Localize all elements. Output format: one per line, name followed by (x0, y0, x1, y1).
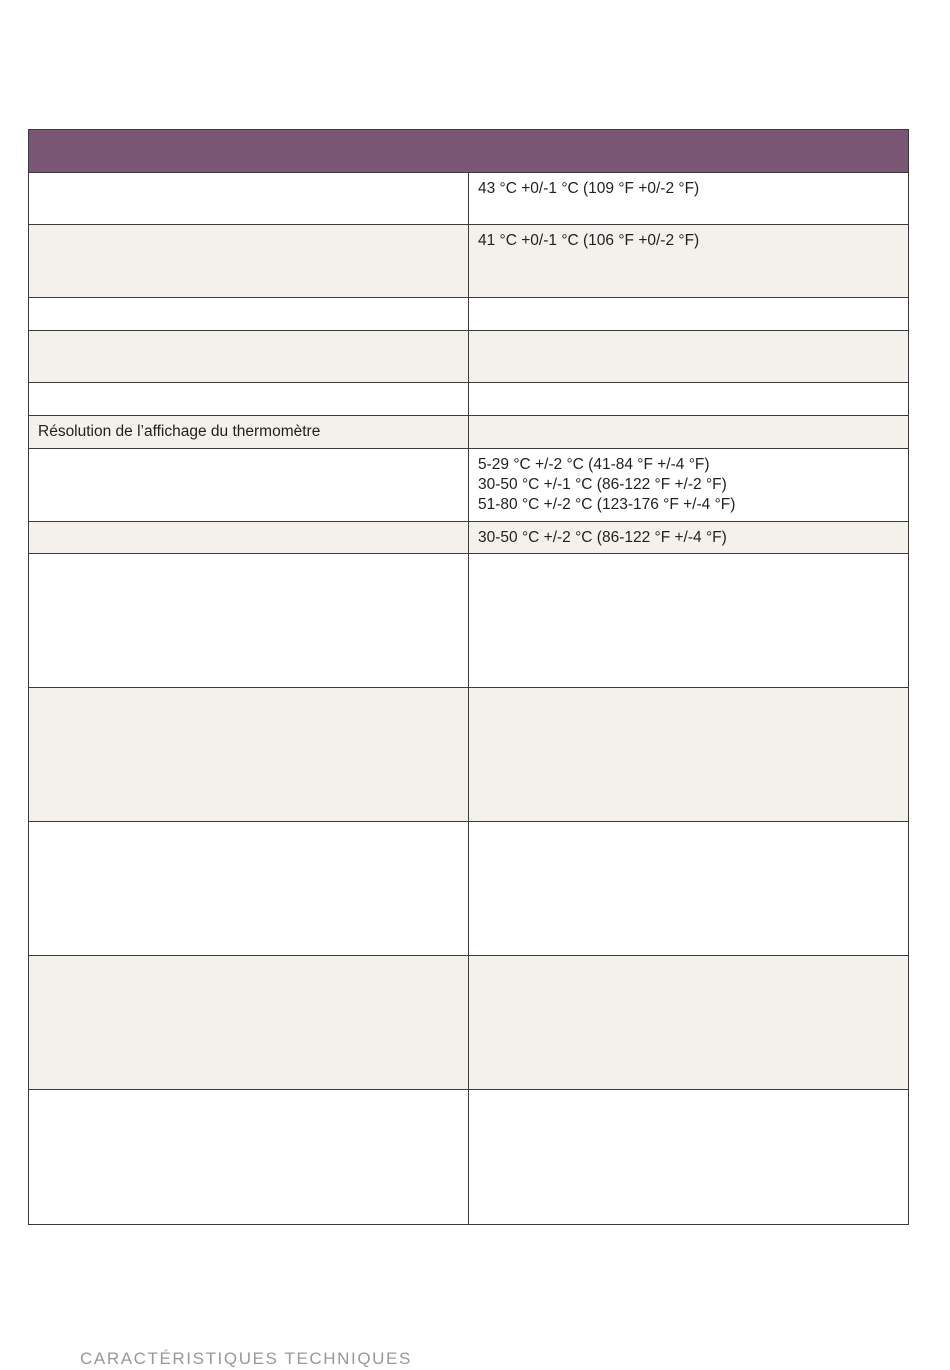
row-label (29, 1090, 469, 1225)
footer-section-title: CARACTÉRISTIQUES TECHNIQUES (80, 1349, 412, 1368)
row-label (29, 331, 469, 383)
row-value (469, 1090, 909, 1225)
table-row (29, 331, 909, 383)
table-row (29, 522, 909, 554)
row-value (469, 688, 909, 822)
table-row (29, 688, 909, 822)
row-value (469, 298, 909, 331)
value-line: 30-50 °C +/-1 °C (86-122 °F +/-2 °F) (478, 476, 727, 493)
row-label (29, 225, 469, 298)
row-label (29, 956, 469, 1090)
table-row (29, 1090, 909, 1225)
row-value (469, 822, 909, 956)
value-line: 5-29 °C +/-2 °C (41-84 °F +/-4 °F) (478, 456, 710, 473)
table-row (29, 225, 909, 298)
table-header-cell (29, 130, 909, 173)
table-header-band (29, 130, 909, 173)
table-row (29, 416, 909, 449)
row-label (29, 688, 469, 822)
row-value (469, 554, 909, 688)
row-label (29, 822, 469, 956)
row-value (469, 225, 909, 298)
row-label (29, 522, 469, 554)
row-value (469, 331, 909, 383)
row-value (469, 522, 909, 554)
row-value (469, 416, 909, 449)
row-label (29, 449, 469, 522)
table-row (29, 956, 909, 1090)
specifications-table (28, 129, 909, 1225)
row-value (469, 956, 909, 1090)
value-line: 41 °C +0/-1 °C (106 °F +0/-2 °F) (478, 232, 700, 249)
value-line: 51-80 °C +/-2 °C (123-176 °F +/-4 °F) (478, 496, 736, 513)
table-row (29, 173, 909, 225)
table-row (29, 449, 909, 522)
row-value (469, 173, 909, 225)
table-row (29, 298, 909, 331)
row-label (29, 298, 469, 331)
row-value (469, 449, 909, 522)
row-label (29, 173, 469, 225)
value-line: 30-50 °C +/-2 °C (86-122 °F +/-4 °F) (478, 529, 727, 546)
row-label (29, 383, 469, 416)
table-row (29, 822, 909, 956)
row-value (469, 383, 909, 416)
table-row (29, 554, 909, 688)
table-row (29, 383, 909, 416)
row-label: Résolution de l’affichage du thermomètre (29, 416, 469, 449)
value-line: 43 °C +0/-1 °C (109 °F +0/-2 °F) (478, 180, 700, 197)
row-label (29, 554, 469, 688)
